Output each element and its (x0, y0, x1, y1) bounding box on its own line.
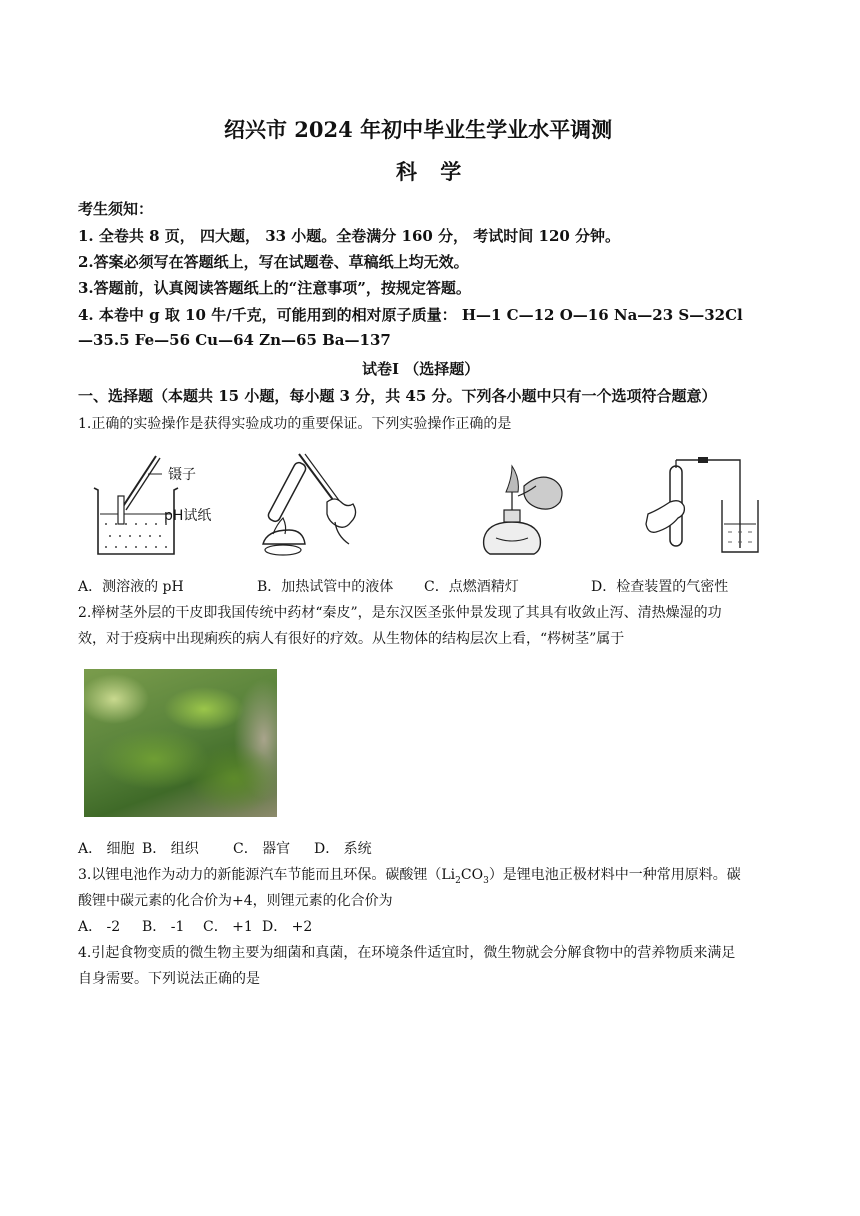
q1-option-c: C．点燃酒精灯 (424, 579, 519, 595)
q1-option-b: B．加热试管中的液体 (257, 579, 394, 595)
question-4-stem-line2: 自身需要。下列说法正确的是 (78, 971, 260, 987)
notice-item-3: 3.答题前，认真阅读答题纸上的“注意事项”，按规定答题。 (78, 279, 471, 297)
q3-option-b: B． -1 (142, 919, 185, 935)
q2-option-b: B． 组织 (142, 841, 199, 857)
q2-option-c: C． 器官 (233, 841, 291, 857)
label-tweezers: 镊子 (168, 467, 196, 483)
q1-option-d: D．检查装置的气密性 (591, 579, 729, 595)
paper-title: 试卷Ⅰ （选择题） (362, 360, 480, 378)
notice-item-4: 4. 本卷中 g 取 10 牛/千克，可能用到的相对原子质量： H—1 C—12 O—16 Na—23 S—32Cl (78, 306, 743, 324)
question-3-stem-line1 (78, 864, 741, 886)
q3-option-a: A． -2 (78, 919, 121, 935)
subject-title: 科 学 (396, 159, 470, 184)
notice-item-1: 1. 全卷共 8 页， 四大题， 33 小题。全卷满分 160 分， 考试时间 120 分钟。 (78, 227, 621, 245)
q2-option-a: A． 细胞 (78, 841, 135, 857)
plant-photo (84, 669, 277, 817)
figure-check-airtightness (640, 452, 765, 562)
q3-sub-1: 2 (455, 875, 461, 886)
question-4-stem-line1: 4.引起食物变质的微生物主要为细菌和真菌，在环境条件适宜时，微生物就会分解食物中的营养物质来满足 (78, 945, 736, 961)
q3-text-b: CO (460, 867, 484, 883)
q3-sub-2: 3 (483, 875, 489, 886)
notice-item-4-cont: —35.5 Fe—56 Cu—64 Zn—65 Ba—137 (78, 331, 391, 349)
question-3-stem-line2: 酸锂中碳元素的化合价为+4，则锂元素的化合价为 (78, 893, 393, 909)
label-ph-paper: pH试纸 (164, 508, 212, 524)
notice-item-2: 2.答案必须写在答题纸上，写在试题卷、草稿纸上均无效。 (78, 253, 469, 271)
q3-text-c: ）是锂电池正极材料中一种常用原料。碳 (488, 867, 741, 883)
section-heading: 一、选择题（本题共 15 小题，每小题 3 分，共 45 分。下列各小题中只有一个选项符合题意） (78, 387, 717, 405)
figure-light-alcohol-lamp (466, 452, 586, 562)
q3-option-d: D． +2 (262, 919, 313, 935)
question-2-stem-line2: 效，对于疫病中出现痢疾的病人有很好的疗效。从生物体的结构层次上看，“梣树茎”属于 (78, 631, 625, 647)
q1-option-a: A．测溶液的 pH (78, 579, 184, 595)
exam-title: 绍兴市 2024 年初中毕业生学业水平调测 (224, 117, 613, 142)
q3-option-c: C． +1 (203, 919, 253, 935)
question-2-stem-line1: 2.榉树茎外层的干皮即我国传统中药材“秦皮”，是东汉医圣张仲景发现了其具有收敛止泻、清热燥湿的功 (78, 605, 722, 621)
notice-heading: 考生须知： (78, 200, 154, 218)
q3-text-a: 3.以锂电池作为动力的新能源汽车节能而且环保。碳酸锂（Li (78, 867, 456, 883)
figure-heat-test-tube (255, 452, 380, 562)
q2-option-d: D． 系统 (314, 841, 372, 857)
question-1-stem: 1.正确的实验操作是获得实验成功的重要保证。下列实验操作正确的是 (78, 416, 512, 432)
